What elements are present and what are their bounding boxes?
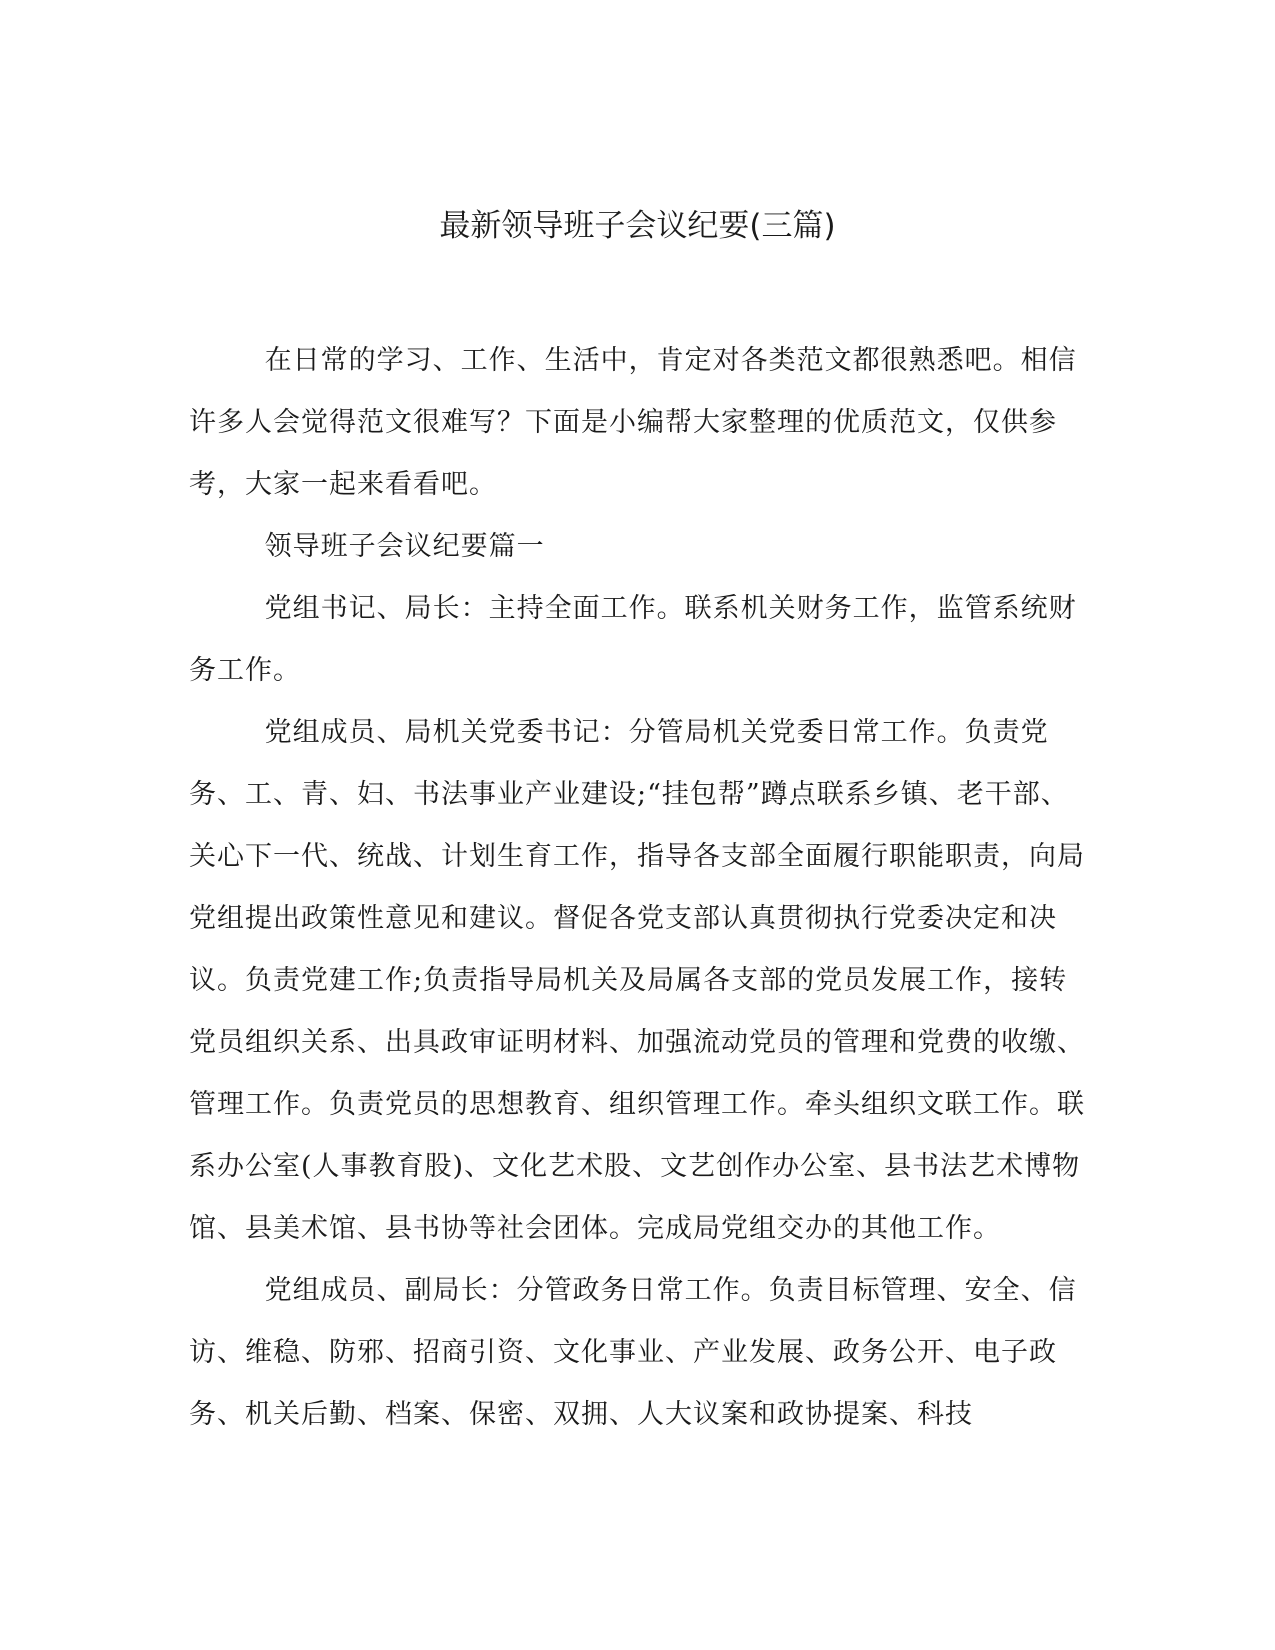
section-heading: 领导班子会议纪要篇一: [264, 531, 545, 562]
body-paragraph: 党组成员、副局长：分管政务日常工作。负责目标管理、安全、信访、维稳、防邪、招商引资、文化事业、产业发展、政务公开、电子政务、机关后勤、档案、保密、双拥、人大议案和政协提案、科技: [189, 1275, 1077, 1430]
intro-paragraph: 在日常的学习、工作、生活中，肯定对各类范文都很熟悉吧。相信许多人会觉得范文很难写？下面是小编帮大家整理的优质范文，仅供参考，大家一起来看看吧。: [189, 345, 1077, 500]
body-paragraph: 党组成员、局机关党委书记：分管局机关党委日常工作。负责党务、工、青、妇、书法事业产业建设;“挂包帮”蹲点联系乡镇、老干部、关心下一代、统战、计划生育工作，指导各支部全面履行职能职责，向局党组提出政策性意见和建议。督促各党支部认真贯彻执行党委决定和决议。负责党建工作;负责指导局机关及局属各支部的党员发展工作，接转党员组织关系、出具政审证明材料、加强流动党员的管理和党费的收缴、管理工作。负责党员的思想教育、组织管理工作。牵头组织文联工作。联系办公室(人事教育股)、文化艺术股、文艺创作办公室、县书法艺术博物馆、县美术馆、县书协等社会团体。完成局党组交办的其他工作。: [189, 717, 1085, 1244]
document-body: [189, 330, 1089, 1446]
body-paragraph: 党组书记、局长：主持全面工作。联系机关财务工作，监管系统财务工作。: [189, 593, 1077, 686]
document-title: 最新领导班子会议纪要(三篇): [439, 208, 836, 244]
